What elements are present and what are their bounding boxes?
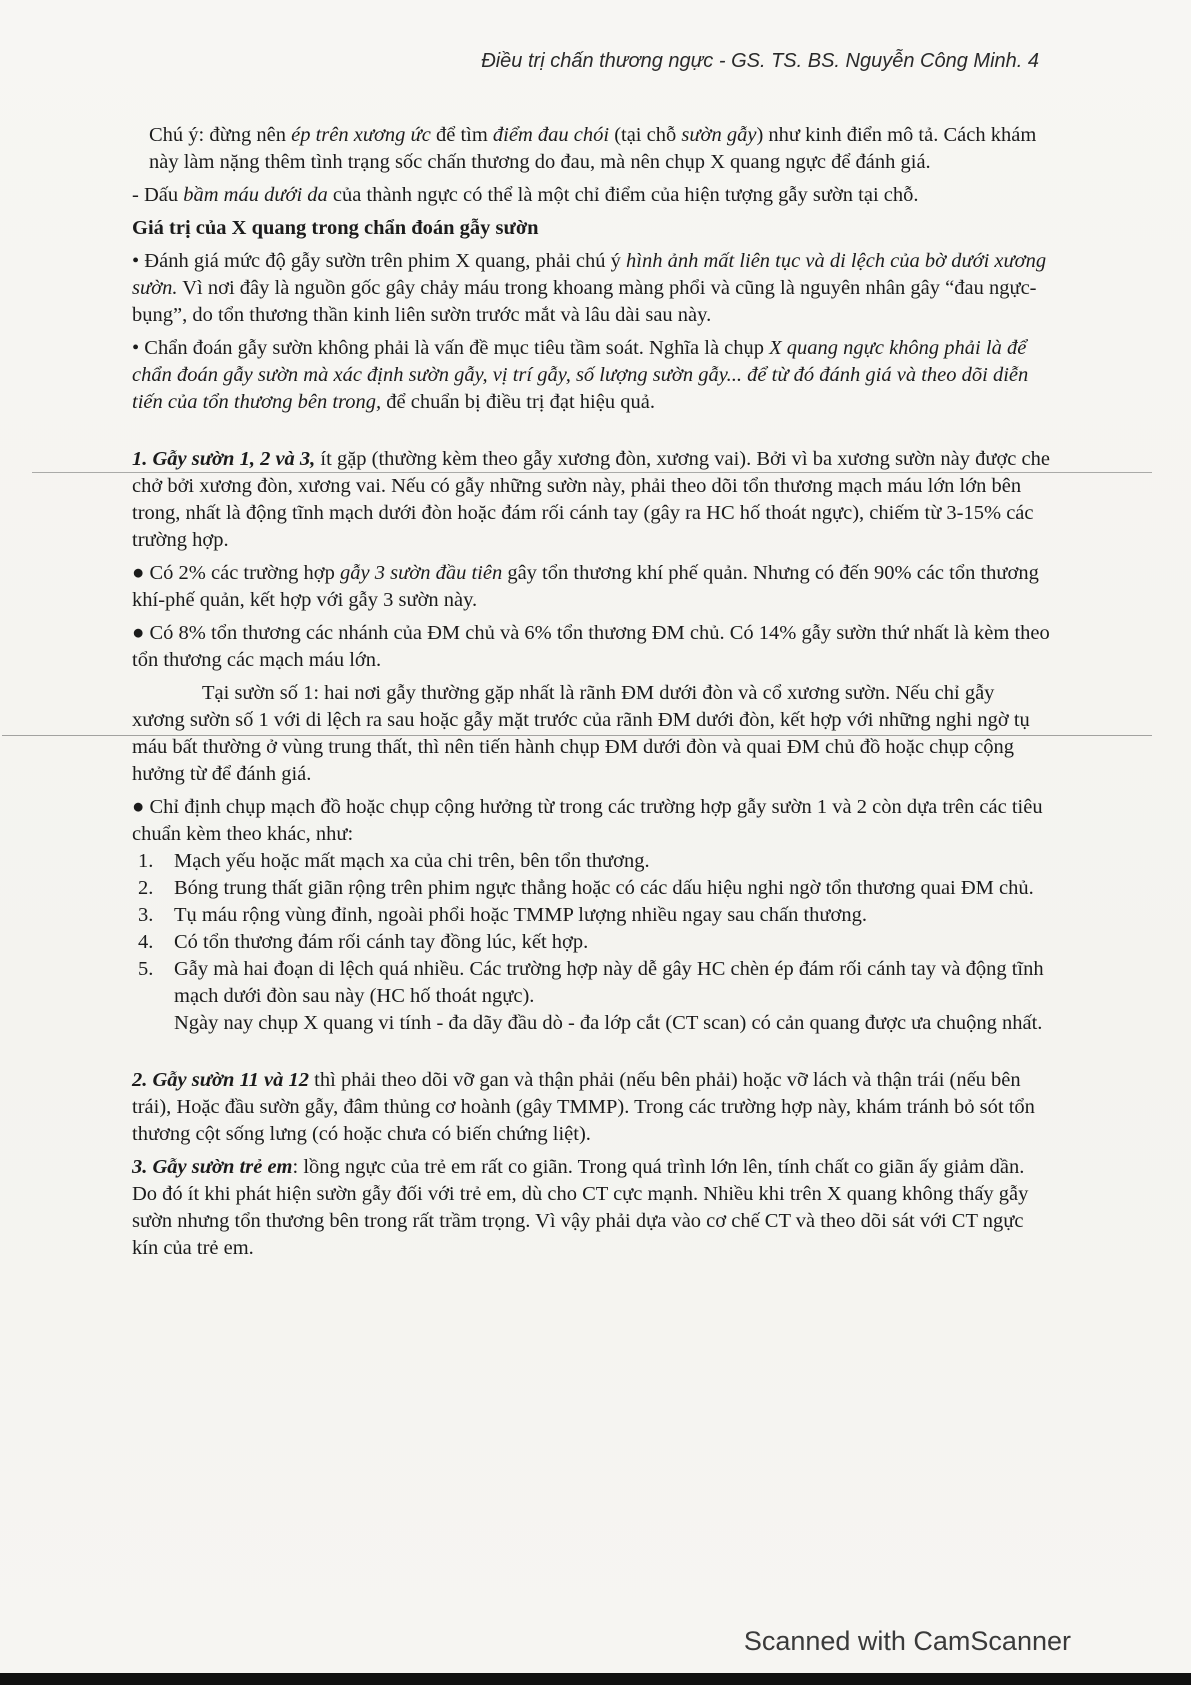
scan-line-artifact [2, 735, 1152, 736]
note-text: Chú ý: đừng nên [149, 124, 292, 146]
xray-text: • Đánh giá mức độ gẫy sườn trên phim X quang, phải chú ý [132, 250, 626, 272]
scan-edge [0, 1673, 1191, 1685]
section1-title: 1. Gẫy sườn 1, 2 và 3, [132, 448, 316, 470]
xray-heading: Giá trị của X quang trong chẩn đoán gẫy sườn [132, 217, 539, 239]
note-emphasis: ép trên xương ức [291, 124, 431, 146]
list-text: Tụ máu rộng vùng đỉnh, ngoài phổi hoặc TMMP lượng nhiều ngay sau chấn thương. [174, 904, 867, 926]
running-header: Điều trị chấn thương ngực - GS. TS. BS. Nguyễn Công Minh. 4 [481, 50, 1039, 72]
list-item [132, 956, 1052, 1010]
criteria-list [132, 848, 1052, 1010]
section1-paragraph-2: Tại sườn số 1: hai nơi gẫy thường gặp nhất là rãnh ĐM dưới đòn và cổ xương sườn. Nếu chỉ gẫy xương sườn số 1 với di lệch ra sau hoặc gẫy mặt trước của rãnh ĐM dưới đòn, kết hợp với những nghi ngờ tụ máu bất thường ở vùng trung thất, thì nên tiến hành chụp ĐM dưới đòn và quai ĐM chủ đồ hoặc chụp cộng hưởng từ để đánh giá. [132, 682, 1030, 785]
xray-text: • Chẩn đoán gẫy sườn không phải là vấn đề mục tiêu tầm soát. Nghĩa là chụp [132, 337, 770, 359]
list-tail-note: Ngày nay chụp X quang vi tính - đa dãy đầu dò - đa lớp cắt (CT scan) có cản quang được ưa chuộng nhất. [174, 1012, 1043, 1034]
bruise-emphasis: bầm máu dưới da [183, 184, 328, 206]
note-text: để tìm [430, 124, 493, 146]
section1-text: ít gặp (thường kèm theo gẫy xương đòn, xương vai). Bởi vì ba xương sườn này được che chở bởi xương đòn, xương vai. Nếu có gẫy những sườn này, phải theo dõi tổn thương mạch máu lớn lớn bên trong, nhất là động tĩnh mạch dưới đòn hoặc đám rối cánh tay (gây ra HC hố thoát ngực), chiếm từ 3-15% các trường hợp. [132, 448, 1050, 551]
list-number: 2. [138, 877, 154, 899]
list-number: 1. [138, 850, 154, 872]
section3-text: : lồng ngực của trẻ em rất co giãn. Trong quá trình lớn lên, tính chất co giãn ấy giảm dần. Do đó ít khi phát hiện sườn gẫy đối với trẻ em, dù cho CT cực mạnh. Nhiều khi trên X quang không thấy gẫy sườn nhưng tổn thương bên trong rất trầm trọng. Vì vậy phải dựa vào cơ chế CT và theo dõi sát với CT ngực kín của trẻ em. [132, 1156, 1029, 1259]
list-number: 3. [138, 904, 154, 926]
xray-emphasis: X quang ngực không phải là để chẩn đoán gẫy sườn mà xác định sườn gẫy, vị trí gẫy, số lượng sườn gẫy... để từ đó đánh giá và theo dõi diễn tiến của tổn thương bên trong, [132, 337, 1029, 413]
note-text: (tại chỗ [609, 124, 682, 146]
section3-paragraph [132, 1154, 1052, 1262]
note-emphasis: điểm đau chói [492, 124, 610, 146]
list-item [132, 929, 1052, 956]
list-item [132, 848, 1052, 875]
xray-emphasis: hình ảnh mất liên tục và di lệch của bờ dưới xương sườn. [132, 250, 1047, 299]
bruise-text: - Dấu [132, 184, 184, 206]
xray-paragraph-1 [132, 248, 1052, 329]
note-paragraph [132, 122, 1052, 176]
section2-paragraph [132, 1067, 1052, 1148]
list-text: Bóng trung thất giãn rộng trên phim ngực thẳng hoặc có các dấu hiệu nghi ngờ tổn thương quai ĐM chủ. [174, 877, 1034, 899]
document-body [132, 122, 1052, 1262]
list-item [132, 875, 1052, 902]
section1-paragraph [132, 446, 1052, 554]
list-number: 4. [138, 931, 154, 953]
bullet-emphasis: gẫy 3 sườn đầu tiên [340, 562, 503, 584]
list-number: 5. [138, 958, 154, 980]
bullet-text: gây tổn thương khí phế quản. Nhưng có đến 90% các tổn thương khí-phế quản, kết hợp với gẫy 3 sườn này. [132, 562, 1039, 611]
section2-text: thì phải theo dõi vỡ gan và thận phải (nếu bên phải) hoặc vỡ lách và thận trái (nếu bên trái), Hoặc đầu sườn gẫy, đâm thủng cơ hoành (gây TMMP). Trong các trường hợp này, khám tránh bỏ sót tổn thương cột sống lưng (có hoặc chưa có biến chứng liệt). [132, 1069, 1035, 1145]
section1-bullet-2: ● Có 8% tổn thương các nhánh của ĐM chủ và 6% tổn thương ĐM chủ. Có 14% gẫy sườn thứ nhất là kèm theo tổn thương các mạch máu lớn. [132, 622, 1050, 671]
list-text: Có tổn thương đám rối cánh tay đồng lúc, kết hợp. [174, 931, 589, 953]
bruise-text: của thành ngực có thể là một chỉ điểm của hiện tượng gẫy sườn tại chỗ. [327, 184, 919, 206]
xray-text: để chuẩn bị điều trị đạt hiệu quả. [381, 391, 655, 413]
camscanner-watermark: Scanned with CamScanner [743, 1626, 1071, 1656]
list-text: Gẫy mà hai đoạn di lệch quá nhiều. Các trường hợp này dễ gây HC chèn ép đám rối cánh tay và động tĩnh mạch dưới đòn sau này (HC hố thoát ngực). [174, 958, 1044, 1007]
section3-title: 3. Gẫy sườn trẻ em [132, 1156, 293, 1178]
bullet-text: ● Có 2% các trường hợp [132, 562, 340, 584]
section1-bullet-1 [132, 560, 1052, 614]
xray-paragraph-2 [132, 335, 1052, 416]
note-text: ) như kinh điển mô tả. Cách khám này làm nặng thêm tình trạng sốc chấn thương do đau, mà nên chụp X quang ngực để đánh giá. [149, 124, 1037, 173]
xray-text: Vì nơi đây là nguồn gốc gây chảy máu trong khoang màng phổi và cũng là nguyên nhân gây “đau ngực-bụng”, do tổn thương thần kinh liên sườn trước mắt và lâu dài sau này. [132, 277, 1037, 326]
note-emphasis: sườn gẫy [681, 124, 757, 146]
list-text: Mạch yếu hoặc mất mạch xa của chi trên, bên tổn thương. [174, 850, 650, 872]
bruise-paragraph [132, 182, 1052, 209]
scan-line-artifact [32, 472, 1152, 473]
section2-title: 2. Gẫy sườn 11 và 12 [132, 1069, 310, 1091]
section1-bullet-3: ● Chỉ định chụp mạch đồ hoặc chụp cộng hưởng từ trong các trường hợp gẫy sườn 1 và 2 còn dựa trên các tiêu chuẩn kèm theo khác, như: [132, 796, 1043, 845]
list-item [132, 902, 1052, 929]
